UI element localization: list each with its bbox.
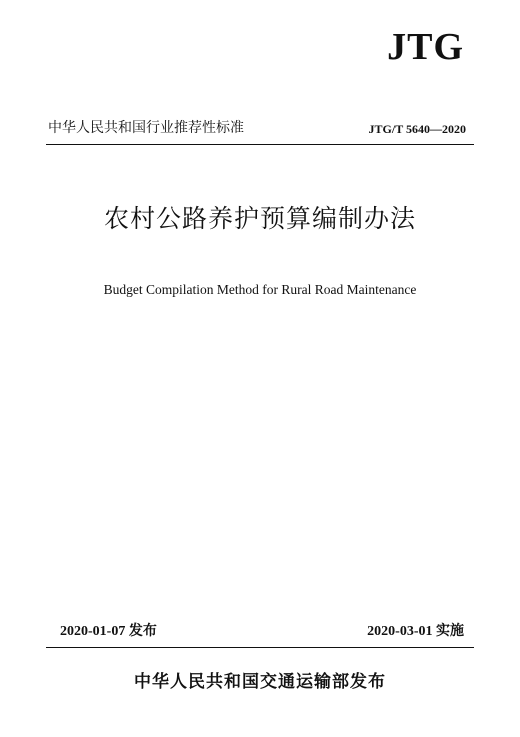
- issue-date: 2020-01-07 发布: [60, 624, 157, 639]
- jtg-logo: JTG: [387, 26, 464, 68]
- document-title-english: Budget Compilation Method for Rural Road Maintenance: [103, 282, 417, 297]
- top-divider: [46, 144, 474, 145]
- implementation-date: 2020-03-01 实施: [367, 624, 464, 639]
- standard-code: JTG/T 5640—2020: [368, 122, 466, 136]
- standard-category: 中华人民共和国行业推荐性标准: [48, 120, 244, 136]
- bottom-divider: [46, 647, 474, 648]
- document-title-chinese: 农村公路养护预算编制办法: [103, 204, 416, 233]
- publisher: 中华人民共和国交通运输部发布: [134, 672, 386, 692]
